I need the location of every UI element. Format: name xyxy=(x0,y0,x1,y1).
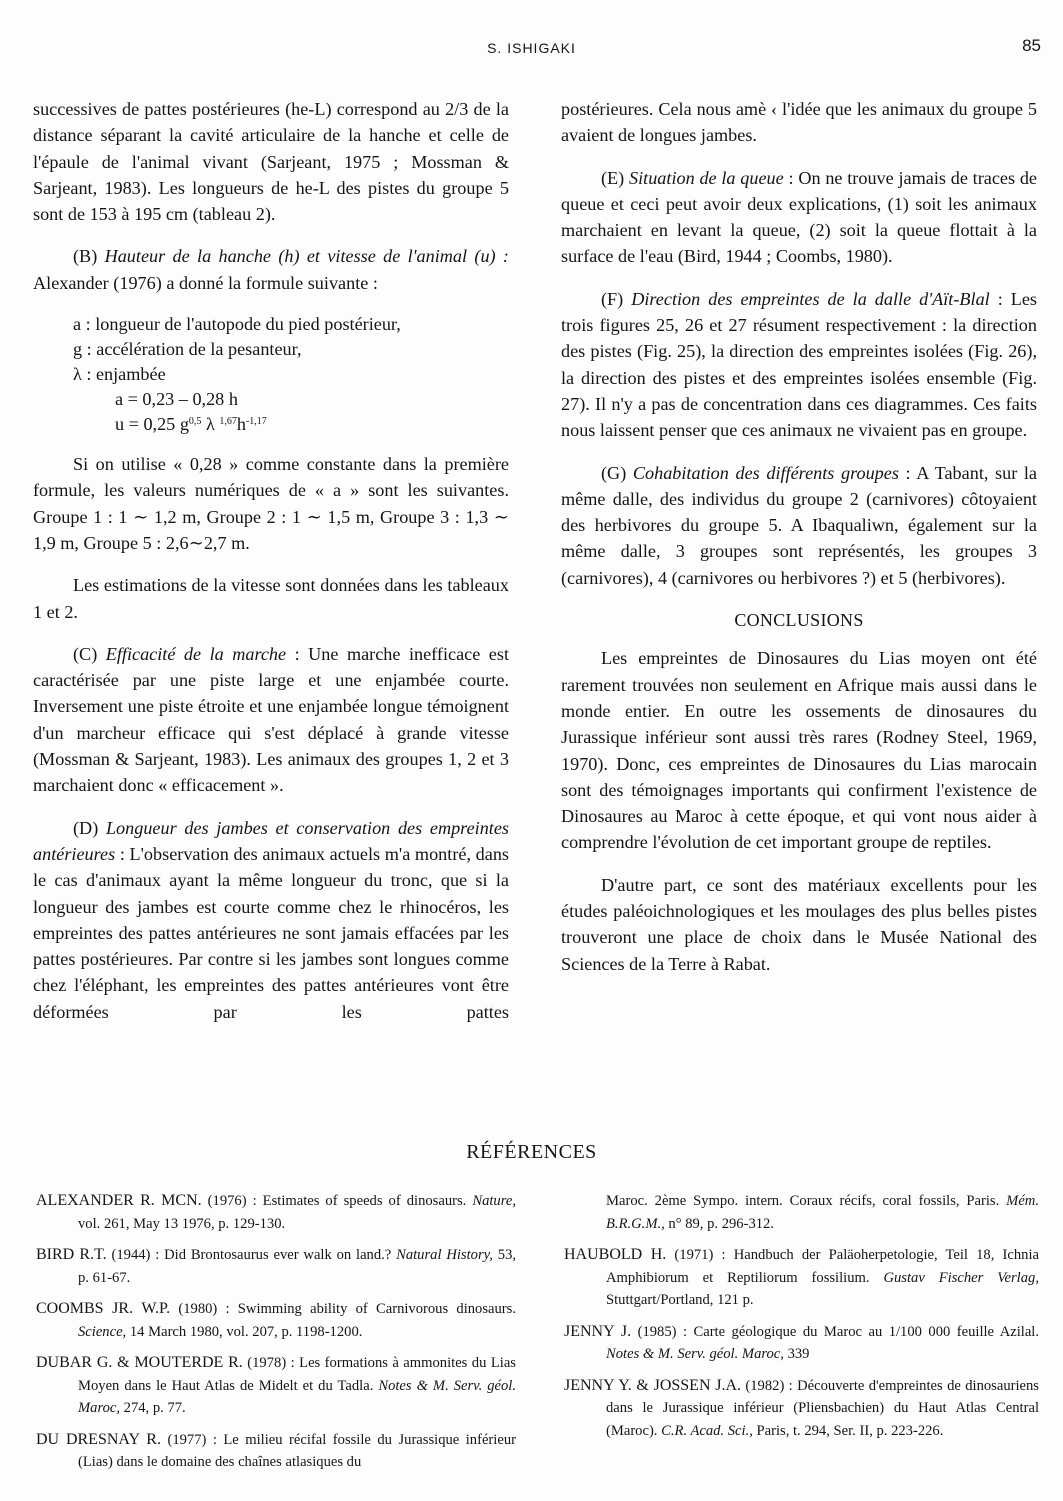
ref-year: (1971) : xyxy=(666,1247,734,1263)
ref-details: n° 89, p. 296-312. xyxy=(664,1215,774,1232)
paragraph-continuation-right: postérieures. Cela nous amè ‹ l'idée que les animaux du groupe 5 avaient de longues jambes. xyxy=(561,99,1037,146)
eq-u-h: h xyxy=(236,414,246,435)
formula-def-lambda: λ : enjambée xyxy=(73,364,166,385)
conclusions-heading: CONCLUSIONS xyxy=(734,610,864,631)
ref-author: HAUBOLD H. xyxy=(564,1246,667,1263)
ref-journal: C.R. Acad. Sci., xyxy=(661,1422,753,1439)
section-c-title: Efficacité de la marche xyxy=(105,643,287,664)
ref-author: JENNY Y. & JOSSEN J.A. xyxy=(564,1376,742,1394)
eq-u-exp-lambda: 1,67 xyxy=(219,416,237,428)
section-b-label: (B) xyxy=(73,246,105,267)
ref-title: Les formations à ammonites du Lias Moyen dans le Haut Atlas de Midelt et du Tadla. xyxy=(78,1355,516,1394)
section-c-text: : Une marche inefficace est caractérisée par une piste large et une enjambée courte. Inversement une piste étroite et une enjambée longue témoignent d'un marcheur efficace qui s'est déplacé à grande vitesse (Mossman & Sarjeant, 1983). Les animaux des groupes 1, 2 et 3 marchaient donc « efficacement ». xyxy=(33,643,510,796)
ref-year: (1978) : xyxy=(242,1355,300,1371)
paragraph-values: Si on utilise « 0,28 » comme constante dans la première formule, les valeurs numériques de « a » sont les suivantes. Groupe 1 : 1 ∼ 1,2 m, Groupe 2 : 1 ∼ 1,5 m, Groupe 3 : 1,3 ∼ 1,9 m, Groupe 5 : 2,6∼2,7 m. xyxy=(33,454,509,553)
reference-alexander xyxy=(36,1190,516,1235)
ref-journal: Gustav Fischer Verlag, xyxy=(883,1269,1039,1286)
formula-def-g: g : accélération de la pesanteur, xyxy=(73,339,302,360)
ref-year: (1944) : xyxy=(106,1247,165,1263)
ref-title: Carte géologique du Maroc au 1/100 000 feuille Azilal. xyxy=(693,1323,1039,1340)
eq-u-exp-g: 0,5 xyxy=(188,416,202,428)
ref-journal: Nature, xyxy=(472,1193,516,1209)
conclusions-paragraph-1: Les empreintes de Dinosaures du Lias moyen ont été rarement trouvées non seulement en Afrique mais aussi dans le monde entier. En outre les ossements de dinosaures du Jurassique inférieur sont aussi très rares (Rodney Steel, 1969, 1970). Donc, ces empreintes de Dinosaures du Lias marocain sont des témoignages importants qui confirment l'existence de Dinosaures au Maroc à cette époque, et qui vont nous aider à comprendre l'évolution de cet important groupe de reptiles. xyxy=(561,648,1037,853)
ref-author: ALEXANDER R. MCN. xyxy=(36,1192,202,1209)
section-e-label: (E) xyxy=(601,167,629,188)
reference-dubar xyxy=(36,1352,516,1420)
conclusions-paragraph-2: D'autre part, ce sont des matériaux excellents pour les études paléoichnologiques et les moulages des plus belles pistes trouveront une place de choix dans le Musée National des Sciences de la Terre à Rabat. xyxy=(561,874,1037,974)
ref-author: COOMBS JR. W.P. xyxy=(36,1300,171,1317)
reference-du-dresnay xyxy=(36,1429,516,1474)
ref-author: DUBAR G. & MOUTERDE R. xyxy=(36,1354,243,1371)
ref-details: 274, p. 77. xyxy=(120,1400,186,1416)
ref-journal: Science, xyxy=(78,1323,127,1340)
section-g-title: Cohabitation des différents groupes xyxy=(632,462,899,483)
reference-jenny-j xyxy=(564,1321,1039,1366)
ref-title: Le milieu récifal fossile du Jurassique inférieur (Lias) dans le domaine des chaînes atlasiques du xyxy=(78,1431,516,1470)
eq-u-exp-h: -1,17 xyxy=(245,416,267,428)
paragraph-estimations: Les estimations de la vitesse sont données dans les tableaux 1 et 2. xyxy=(33,575,509,622)
section-b-text: Alexander (1976) a donné la formule suivante : xyxy=(33,272,378,293)
section-d-title: Longueur des jambes et conservation des empreintes antérieures xyxy=(33,817,509,864)
reference-coombs xyxy=(36,1298,516,1343)
section-g-text: : A Tabant, sur la même dalle, des individus du groupe 2 (carnivores) côtoyaient des herbivores du groupe 5. A Ibaqualiwn, également sur la même dalle, 3 groupes sont représentés, les groupes 3 (carnivores), 4 (carnivores ou herbivores ?) et 5 (herbivores). xyxy=(561,462,1038,588)
section-e-text: : On ne trouve jamais de traces de queue et ceci peut avoir deux explications, (1) soit les animaux marchaient en levant la queue, (2) soit la queue flottait à la surface de l'eau (Bird, 1944 ; Coombs, 1980). xyxy=(561,167,1038,267)
references-right-column xyxy=(564,1190,1039,1451)
ref-year: (1985) : xyxy=(631,1323,694,1340)
reference-du-dresnay-continued xyxy=(564,1190,1039,1235)
references-left-column xyxy=(36,1190,516,1483)
ref-title: Swimming ability of Carnivorous dinosaurs. xyxy=(237,1301,516,1317)
ref-title: Handbuch der Paläoherpetologie, Teil 18, Ichnia Amphibiorum et Reptiliorum fossilium. xyxy=(606,1247,1039,1286)
ref-details: Paris, t. 294, Ser. II, p. 223-226. xyxy=(752,1422,944,1439)
section-c xyxy=(33,641,509,799)
left-column xyxy=(33,96,509,1025)
ref-author: BIRD R.T. xyxy=(36,1246,107,1263)
reference-jenny-jossen xyxy=(564,1375,1039,1443)
ref-details: 339 xyxy=(783,1346,810,1362)
section-d-label: (D) xyxy=(73,817,106,838)
ref-year: (1977) : xyxy=(160,1431,224,1448)
ref-author: JENNY J. xyxy=(564,1322,632,1340)
ref-details: 14 March 1980, vol. 207, p. 1198-1200. xyxy=(126,1323,363,1340)
right-column xyxy=(561,96,1037,977)
section-e xyxy=(561,165,1037,270)
ref-title: Découverte d'empreintes de dinosauriens dans le Jurassique inférieur (Pliensbachien) du Haut Atlas Central (Maroc). xyxy=(606,1377,1039,1439)
ref-details: Stuttgart/Portland, 121 p. xyxy=(606,1292,754,1308)
running-head-author: S. ISHIGAKI xyxy=(487,40,576,56)
page-number: 85 xyxy=(1022,36,1041,55)
ref-details: vol. 261, May 13 1976, p. 129-130. xyxy=(78,1215,286,1232)
section-b xyxy=(33,243,509,296)
ref-journal: Notes & M. Serv. géol. Maroc, xyxy=(78,1377,516,1416)
ref-details: 53, p. 61-67. xyxy=(78,1247,517,1286)
ref-title: Did Brontosaurus ever walk on land.? xyxy=(164,1247,397,1263)
ref-title: Estimates of speeds of dinosaurs. xyxy=(262,1193,473,1209)
ref-year: (1976) : xyxy=(201,1193,263,1209)
section-f xyxy=(561,286,1037,444)
ref-title: Maroc. 2ème Sympo. intern. Coraux récifs, coral fossils, Paris. xyxy=(606,1193,1007,1209)
section-g xyxy=(561,460,1037,591)
ref-journal: Notes & M. Serv. géol. Maroc, xyxy=(606,1346,784,1362)
section-e-title: Situation de la queue xyxy=(629,167,784,188)
section-f-label: (F) xyxy=(601,288,632,309)
section-c-label: (C) xyxy=(73,643,106,664)
running-header xyxy=(0,36,1063,62)
section-d-text: : L'observation des animaux actuels m'a montré, dans le cas d'animaux ayant la même longueur du tronc, que si la longueur des jambes est courte comme chez le rhinocéros, les empreintes des pattes antérieures ne sont jamais effacées par les pattes postérieures. Par contre si les jambes sont longues comme chez l'éléphant, les empreintes des pattes antérieures vont être déformées par les pattes xyxy=(33,843,509,1022)
reference-haubold xyxy=(564,1244,1039,1312)
formula-def-a: a : longueur de l'autopode du pied postérieur, xyxy=(73,314,401,335)
section-b-title: Hauteur de la hanche (h) et vitesse de l'animal (u) : xyxy=(104,246,509,267)
paragraph-continuation: successives de pattes postérieures (he-L) correspond au 2/3 de la distance séparant la cavité articulaire de la hanche et celle de l'épaule de l'animal vivant (Sarjeant, 1975 ; Mossman & Sarjeant, 1983). Les longueurs de he-L des pistes du groupe 5 sont de 153 à 195 cm (tableau 2). xyxy=(33,99,509,225)
section-f-title: Direction des empreintes de la dalle d'Aït-Blal xyxy=(631,288,990,309)
section-f-text: : Les trois figures 25, 26 et 27 résument respectivement : la direction des pistes (Fig. 25), la direction des empreintes isolées (Fig. 26), la direction des pistes et des empreintes isolées ensemble (Fig. 27). Il n'y a pas de concentration dans ces diagrammes. Ces faits nous laissent penser que ces animaux ne vivaient pas en groupe. xyxy=(561,288,1037,441)
ref-journal: Natural History, xyxy=(396,1247,493,1263)
reference-bird xyxy=(36,1244,516,1289)
ref-year: (1982) : xyxy=(741,1377,798,1394)
eq-u-lambda: λ xyxy=(201,414,220,435)
ref-journal: Mém. B.R.G.M., xyxy=(606,1193,1039,1232)
formula-eq-a: a = 0,23 – 0,28 h xyxy=(115,389,238,410)
ref-author: DU DRESNAY R. xyxy=(36,1430,161,1448)
section-d xyxy=(33,815,509,1025)
section-g-label: (G) xyxy=(601,462,633,483)
eq-u-base: u = 0,25 g xyxy=(115,414,189,435)
references-heading: RÉFÉRENCES xyxy=(466,1141,597,1163)
alexander-formula xyxy=(73,312,509,437)
ref-year: (1980) : xyxy=(170,1301,238,1317)
formula-eq-u xyxy=(73,412,509,437)
